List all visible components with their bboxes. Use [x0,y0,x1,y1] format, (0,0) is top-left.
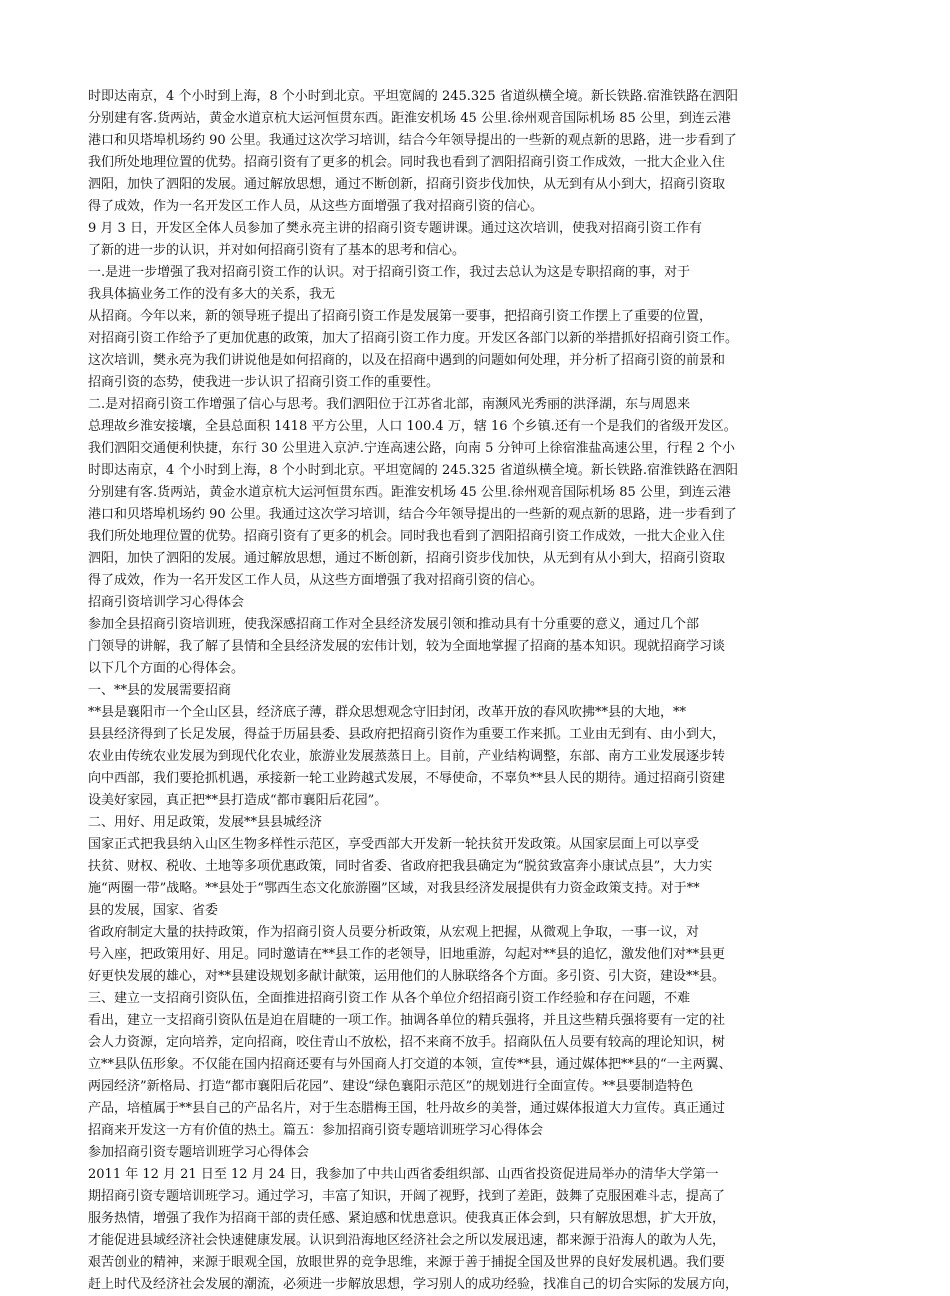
text-line: 二.是对招商引资工作增强了信心与思考。我们泗阳位于江苏省北部，南濒风光秀丽的洪泽湖，东与周恩来 [88,397,691,412]
text-line: 期招商引资专题培训班学习。通过学习，丰富了知识，开阔了视野，找到了差距，鼓舞了克服困难斗志，提高了 [88,1189,726,1204]
text-line: 会人力资源，定向培养，定向招商，咬住青山不放松，招不来商不放手。招商队伍人员要有较高的理论知识，树 [88,1035,726,1050]
document-body [88,86,862,1296]
text-line: 泗阳，加快了泗阳的发展。通过解放思想，通过不断创新，招商引资步伐加快，从无到有从小到大，招商引资取 [88,177,726,192]
text-line: 得了成效，作为一名开发区工作人员，从这些方面增强了我对招商引资的信心。 [88,199,544,214]
text-line: 才能促进县域经济社会快速健康发展。认识到沿海地区经济社会之所以发展迅速，都来源于沿海人的敢为人先， [88,1233,726,1248]
text-line: 服务热情，增强了我作为招商干部的责任感、紧迫感和忧患意识。使我真正体会到，只有解放思想，扩大开放， [88,1211,726,1226]
text-line: 招商引资培训学习心得体会 [88,595,245,610]
text-line: 二、用好、用足政策，发展**县县城经济 [88,815,323,830]
text-line: 国家正式把我县纳入山区生物多样性示范区，享受西部大开发新一轮扶贫开发政策。从国家层面上可以享受 [88,837,700,852]
text-line: 9 月 3 日，开发区全体人员参加了樊永亮主讲的招商引资专题讲课。通过这次培训，使我对招商引资工作有 [88,221,702,236]
text-line: 港口和贝塔埠机场约 90 公里。我通过这次学习培训，结合今年领导提出的一些新的观点新的思路，进一步看到了 [88,507,737,522]
text-line: 我具体搞业务工作的没有多大的关系，我无 [88,287,336,302]
text-line: 好更快发展的雄心，对**县建设规划多献计献策，运用他们的人脉联络各个方面。多引资、引大资，建设**县。 [88,969,726,984]
text-line: 我们所处地理位置的优势。招商引资有了更多的机会。同时我也看到了泗阳招商引资工作成效，一批大企业入住 [88,529,726,544]
text-line: 设美好家园，真正把**县打造成“都市襄阳后花园”。 [88,793,388,808]
text-line: 分别建有客.货两站，黄金水道京杭大运河恒贯东西。距淮安机场 45 公里.徐州观音国际机场 85 公里，到连云港 [88,485,731,500]
text-line: 招商引资的态势，使我进一步认识了招商引资工作的重要性。 [88,375,440,390]
text-line: 我们所处地理位置的优势。招商引资有了更多的机会。同时我也看到了泗阳招商引资工作成效，一批大企业入住 [88,155,726,170]
text-line: 农业由传统农业发展为到现代化农业，旅游业发展蒸蒸日上。目前，产业结构调整，东部、南方工业发展逐步转 [88,749,726,764]
text-line: 门领导的讲解，我了解了县情和全县经济发展的宏伟计划，较为全面地掌握了招商的基本知识。现就招商学习谈 [88,639,726,654]
text-line: 看出，建立一支招商引资队伍是迫在眉睫的一项工作。抽调各单位的精兵强将，并且这些精兵强将要有一定的社 [88,1013,726,1028]
text-line: 省政府制定大量的扶持政策，作为招商引资人员要分析政策，从宏观上把握，从微观上争取，一事一议，对 [88,925,700,940]
text-line: 立**县队伍形象。不仅能在国内招商还要有与外国商人打交道的本领，宣传**县，通过媒体把**县的“一主两翼、 [88,1057,732,1072]
text-line: 了新的进一步的认识，并对如何招商引资有了基本的思考和信心。 [88,243,466,258]
text-line: 扶贫、财权、税收、土地等多项优惠政策，同时省委、省政府把我县确定为“脱贫致富奔小康试点县”，大力实 [88,859,713,874]
text-line: 施“两圈一带”战略。**县处于“鄂西生态文化旅游圈”区域，对我县经济发展提供有力资金政策支持。对于** [88,881,700,896]
text-line: 招商来开发这一方有价值的热土。篇五：参加招商引资专题培训班学习心得体会 [88,1123,544,1138]
text-line: 向中西部，我们要抢抓机遇，承接新一轮工业跨越式发展，不辱使命，不辜负**县人民的期待。通过招商引资建 [88,771,726,786]
text-line: 泗阳，加快了泗阳的发展。通过解放思想，通过不断创新，招商引资步伐加快，从无到有从小到大，招商引资取 [88,551,726,566]
text-line: 得了成效，作为一名开发区工作人员，从这些方面增强了我对招商引资的信心。 [88,573,544,588]
text-line: 赶上时代及经济社会发展的潮流，必须进一步解放思想，学习别人的成功经验，找准自己的切合实际的发展方向， [88,1277,739,1292]
text-line: 港口和贝塔埠机场约 90 公里。我通过这次学习培训，结合今年领导提出的一些新的观点新的思路，进一步看到了 [88,133,737,148]
text-line: 时即达南京，4 个小时到上海，8 个小时到北京。平坦宽阔的 245.325 省道纵横全境。新长铁路.宿淮铁路在泗阳 [88,463,738,478]
text-line: 时即达南京，4 个小时到上海，8 个小时到北京。平坦宽阔的 245.325 省道纵横全境。新长铁路.宿淮铁路在泗阳 [88,89,738,104]
text-line: 2011 年 12 月 21 日至 12 月 24 日，我参加了中共山西省委组织部、山西省投资促进局举办的清华大学第一 [88,1167,719,1182]
text-line: 两园经济”新格局、打造“都市襄阳后花园”、建设“绿色襄阳示范区”的规划进行全面宣传。**县要制造特色 [88,1079,694,1094]
text-line: 参加全县招商引资培训班，使我深感招商工作对全县经济发展引领和推动具有十分重要的意义，通过几个部 [88,617,700,632]
text-line: 县的发展，国家、省委 [88,903,219,918]
text-line: **县是襄阳市一个全山区县，经济底子薄，群众思想观念守旧封闭，改革开放的春风吹拂**县的大地，** [88,705,687,720]
text-line: 从招商。今年以来，新的领导班子提出了招商引资工作是发展第一要事，把招商引资工作摆上了重要的位置， [88,309,713,324]
text-line: 县县经济得到了长足发展，得益于历届县委、县政府把招商引资作为重要工作来抓。工业由无到有、由小到大， [88,727,726,742]
text-line: 这次培训，樊永亮为我们讲说他是如何招商的，以及在招商中遇到的问题如何处理，并分析了招商引资的前景和 [88,353,726,368]
text-line: 参加招商引资专题培训班学习心得体会 [88,1145,310,1160]
text-line: 产品，培植属于**县自己的产品名片，对于生态腊梅王国，牡丹故乡的美誉，通过媒体报道大力宣传。真正通过 [88,1101,726,1116]
text-line: 以下几个方面的心得体会。 [88,661,245,676]
text-line: 一.是进一步增强了我对招商引资工作的认识。对于招商引资工作，我过去总认为这是专职招商的事，对于 [88,265,691,280]
text-line: 总理故乡淮安接壤，全县总面积 1418 平方公里，人口 100.4 万，辖 16 个乡镇.还有一个是我们的省级开发区。 [88,419,737,434]
text-line: 对招商引资工作给予了更加优惠的政策，加大了招商引资工作力度。开发区各部门以新的举措抓好招商引资工作。 [88,331,739,346]
text-line: 艰苦创业的精神，来源于眼观全国，放眼世界的竞争思维，来源于善于捕捉全国及世界的良好发展机遇。我们要 [88,1255,726,1270]
text-line: 三、建立一支招商引资队伍，全面推进招商引资工作 从各个单位介绍招商引资工作经验和存在问题，不难 [88,991,691,1006]
text-line: 我们泗阳交通便利快捷，东行 30 公里进入京泸.宁连高速公路，向南 5 分钟可上徐宿淮盐高速公里，行程 2 个小 [88,441,736,456]
text-line: 号入座，把政策用好、用足。同时邀请在**县工作的老领导，旧地重游，勾起对**县的追忆，激发他们对**县更 [88,947,726,962]
text-line: 一、**县的发展需要招商 [88,683,232,698]
text-line: 分别建有客.货两站，黄金水道京杭大运河恒贯东西。距淮安机场 45 公里.徐州观音国际机场 85 公里，到连云港 [88,111,731,126]
